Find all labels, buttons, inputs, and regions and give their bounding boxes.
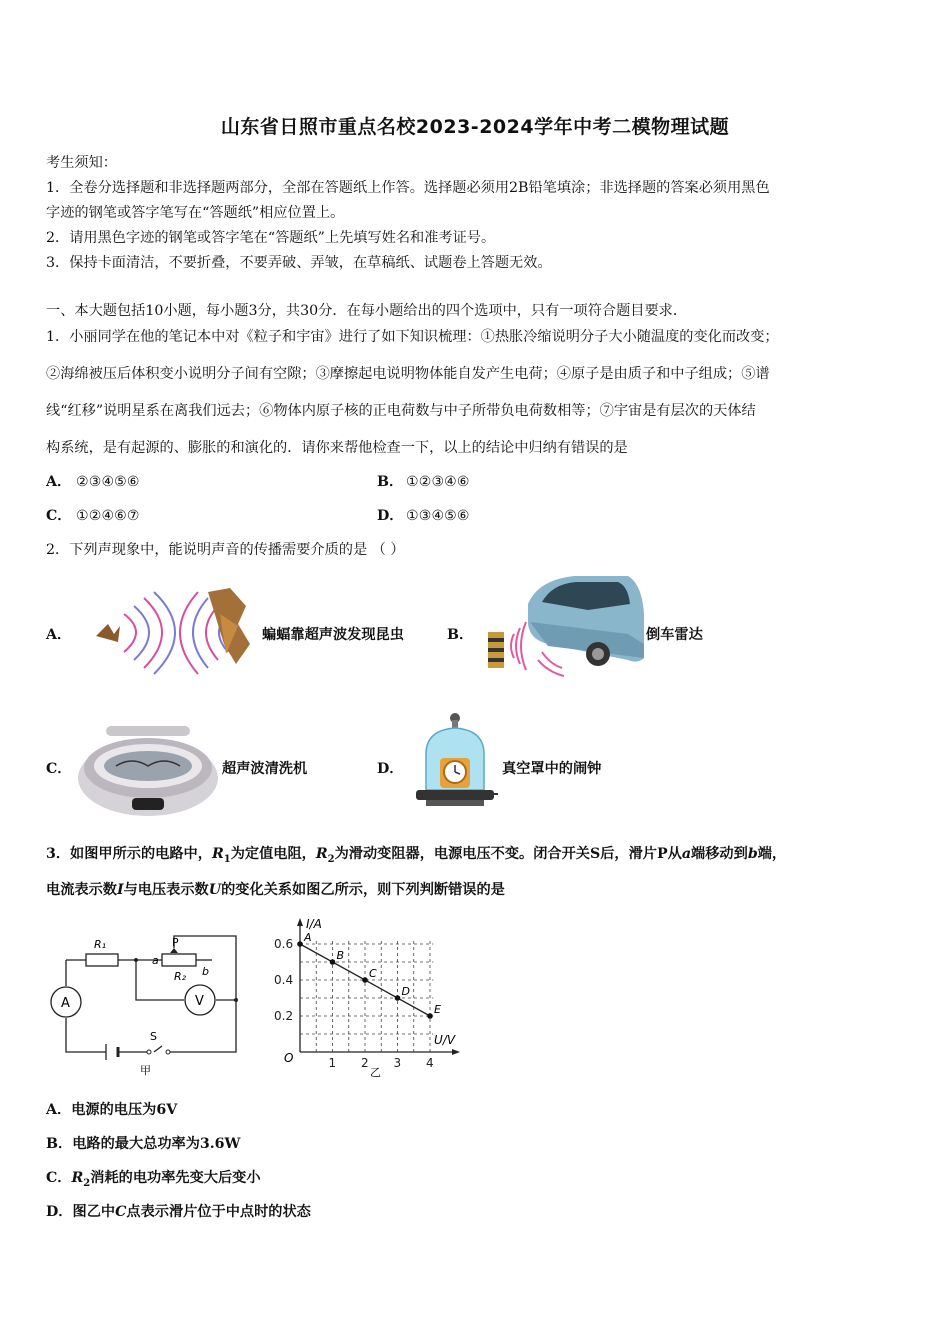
end-b-label: b [202,965,209,978]
q1-option-b-label: B． [377,474,404,490]
q2-option-a-label: A． [46,627,72,643]
q2-option-d-caption: 真空罩中的闹钟 [502,761,602,777]
q2-stem: 2．下列声现象中，能说明声音的传播需要介质的是 （ ） [46,542,405,558]
q3-stem-line-2: 电流表示数I与电压表示数U的变化关系如图乙所示，则下列判断错误的是 [46,882,505,898]
y-tick-label: 0.6 [274,937,294,951]
data-point-B [330,959,336,965]
notice-item-3: 3．保持卡面清洁，不要折叠，不要弄破、弄皱，在草稿纸、试题卷上答题无效。 [46,255,552,271]
page-title: 山东省日照市重点名校2023-2024学年中考二模物理试题 [220,116,730,138]
r2-label: R₂ [174,970,187,983]
q1-line-2: ②海绵被压后体积变小说明分子间有空隙；③摩擦起电说明物体能自发产生电荷；④原子是由质子和中子组成；⑤谱 [46,366,770,382]
data-point-label-E: E [434,1003,441,1016]
data-point-A [297,941,303,947]
y-tick-label: 0.2 [274,1009,294,1023]
slider-p-label: P [172,936,179,949]
q2-option-c-caption: 超声波清洗机 [222,761,308,777]
y-tick-label: 0.4 [274,973,294,987]
notice-heading: 考生须知： [46,155,117,171]
q2-option-b-caption: 倒车雷达 [646,627,703,643]
ammeter-label: A [61,996,70,1011]
q3-option-a: A．电源的电压为6V [46,1102,178,1118]
q2-option-a-caption: 蝙蝠靠超声波发现昆虫 [262,627,404,643]
notice-item-1: 1．全卷分选择题和非选择题两部分，全部在答题纸上作答。选择题必须用2B铅笔填涂；非选择题的答案必须用黑色 [46,180,770,196]
circuit-caption: 甲 [140,1064,151,1077]
end-a-label: a [152,954,159,967]
q2-option-b-label: B． [447,627,474,643]
q1-option-d-text: ①③④⑤⑥ [406,508,470,524]
data-point-label-B: B [336,949,345,962]
q1-option-a-text: ②③④⑤⑥ [76,474,140,490]
data-point-label-A: A [304,931,312,944]
q1-line-1: 1．小丽同学在他的笔记本中对《粒子和宇宙》进行了如下知识梳理：①热胀冷缩说明分子大小随温度的变化而改变； [46,329,779,345]
q3-option-d: D．图乙中C点表示滑片位于中点时的状态 [46,1204,311,1220]
q1-line-3: 线“红移”说明星系在离我们远去；⑥物体内原子核的正电荷数与中子所带负电荷数相等；⑦宇宙是有层次的天体结 [46,403,756,419]
x-axis-label: U/V [434,1033,456,1047]
q1-option-d-label: D． [377,508,404,524]
origin-label: O [284,1051,294,1065]
voltmeter-label: V [195,994,204,1009]
data-point-label-C: C [369,967,377,980]
data-point-D [395,995,401,1001]
data-point-C [362,977,368,983]
data-point-E [427,1013,433,1019]
q1-option-b-text: ①②③④⑥ [406,474,470,490]
x-tick-label: 2 [361,1056,369,1070]
q2-option-c-label: C． [46,761,72,777]
vacuum-bell-alarm-image [412,710,498,814]
q1-option-c-label: C． [46,508,72,524]
q3-option-b: B．电路的最大总功率为3.6W [46,1136,241,1152]
q2-option-d-label: D． [377,761,404,777]
q1-line-4: 构系统，是有起源的、膨胀的和演化的．请你来帮他检查一下，以上的结论中归纳有错误的是 [46,440,628,456]
notice-item-2: 2．请用黑色字迹的钢笔或答字笔在“答题纸”上先填写姓名和准考证号。 [46,230,496,246]
bat-ultrasound-image [88,584,258,680]
x-tick-label: 4 [426,1056,434,1070]
x-tick-label: 1 [328,1056,337,1070]
q1-option-a-label: A． [46,474,72,490]
notice-item-1-cont: 字迹的钢笔或答字笔写在“答题纸”相应位置上。 [46,205,345,221]
data-point-label-D: D [401,985,410,998]
circuit-diagram [44,928,244,1078]
x-tick-label: 3 [393,1056,402,1070]
q3-stem-line-1: 3．如图甲所示的电路中，$R_1$为定值电阻，$R_2$为滑动变阻器，电源电压不变。闭合开关S后，滑片P从a端移动到b端， [46,846,787,865]
iu-graph [270,912,466,1080]
graph-caption: 乙 [370,1066,381,1079]
section-heading: 一、本大题包括10小题，每小题3分，共30分．在每小题给出的四个选项中，只有一项符合题目要求． [46,303,688,319]
y-axis-label: I/A [306,917,322,931]
q3-option-c: C．$R_2$消耗的电功率先变大后变小 [46,1170,261,1189]
ultrasonic-cleaner-image [76,722,220,818]
car-reversing-radar-image [478,574,646,682]
switch-label: S [150,1030,157,1043]
q1-option-c-text: ①②④⑥⑦ [76,508,140,524]
r1-label: R₁ [94,938,107,951]
